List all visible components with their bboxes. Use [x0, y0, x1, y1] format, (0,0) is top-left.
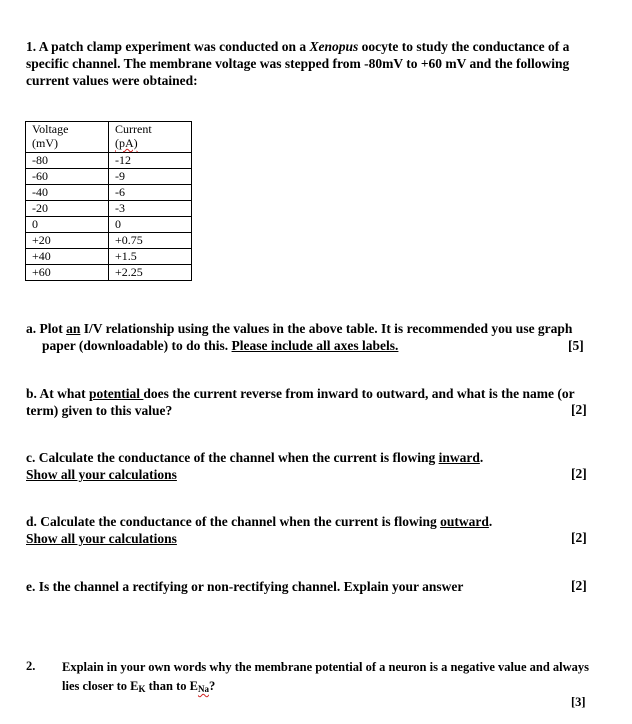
question-b-line-2: term) given to this value?: [26, 403, 173, 418]
question-b: [26, 385, 606, 419]
table-row: [26, 153, 192, 169]
current-cell: -3: [109, 201, 192, 217]
question-b-line-1: b. At what potential does the current reverse from inward to outward, and what is the name (or: [26, 386, 575, 401]
voltage-cell: -80: [26, 153, 109, 169]
question-d: [26, 513, 606, 547]
question-c: [26, 449, 606, 483]
header-voltage: Voltage (mV): [26, 122, 109, 153]
question-d-line-1: d. Calculate the conductance of the channel when the current is flowing outward.: [26, 514, 493, 529]
question-e-marks: [2]: [571, 578, 587, 593]
question-d-line-2: Show all your calculations: [26, 531, 177, 546]
current-cell: -12: [109, 153, 192, 169]
voltage-cell: -40: [26, 185, 109, 201]
voltage-cell: 0: [26, 217, 109, 233]
table-row: [26, 201, 192, 217]
voltage-cell: -60: [26, 169, 109, 185]
question-a-line-2: paper (downloadable) to do this. Please include all axes labels.: [42, 338, 399, 353]
current-cell: +1.5: [109, 249, 192, 265]
question-c-line-2: Show all your calculations: [26, 467, 177, 482]
table-row: [26, 217, 192, 233]
question-b-marks: [2]: [571, 402, 587, 417]
question-a-line-1: a. Plot an I/V relationship using the values in the above table. It is recommended you use graph: [26, 321, 573, 336]
current-cell: -9: [109, 169, 192, 185]
q1-intro-text-a: 1. A patch clamp experiment was conducted on a: [26, 39, 310, 54]
voltage-cell: +20: [26, 233, 109, 249]
question-2: [62, 658, 612, 699]
current-cell: +2.25: [109, 265, 192, 281]
table-row: [26, 265, 192, 281]
voltage-current-table: [25, 121, 192, 281]
question-1-intro: [26, 38, 606, 89]
table-row: [26, 169, 192, 185]
table-row: [26, 249, 192, 265]
voltage-cell: +40: [26, 249, 109, 265]
question-c-marks: [2]: [571, 466, 587, 481]
question-a: [26, 320, 606, 354]
header-current: Current (pA): [109, 122, 192, 153]
q1-intro-text-b: oocyte to study the conductance of a specific channel. The membrane voltage was stepped from -80mV to +60 mV and the following current values were obtained:: [26, 39, 570, 88]
q1-species: Xenopus: [309, 39, 359, 54]
current-cell: -6: [109, 185, 192, 201]
voltage-cell: -20: [26, 201, 109, 217]
table-row: [26, 233, 192, 249]
current-cell: +0.75: [109, 233, 192, 249]
question-c-line-1: c. Calculate the conductance of the channel when the current is flowing inward.: [26, 450, 484, 465]
question-2-line-1: Explain in your own words why the membrane potential of a neuron is a negative value and always: [62, 660, 590, 674]
question-2-number: 2.: [26, 659, 36, 673]
question-2-line-2: lies closer to $E_K$ than to $E_{Na}$?: [62, 679, 216, 694]
current-cell: 0: [109, 217, 192, 233]
question-2-marks: [3]: [571, 695, 586, 709]
question-d-marks: [2]: [571, 530, 587, 545]
voltage-cell: +60: [26, 265, 109, 281]
question-a-marks: [5]: [568, 338, 584, 353]
table-row: [26, 185, 192, 201]
table-header-row: [26, 122, 192, 153]
question-e: e. Is the channel a rectifying or non-rectifying channel. Explain your answer: [26, 579, 464, 594]
